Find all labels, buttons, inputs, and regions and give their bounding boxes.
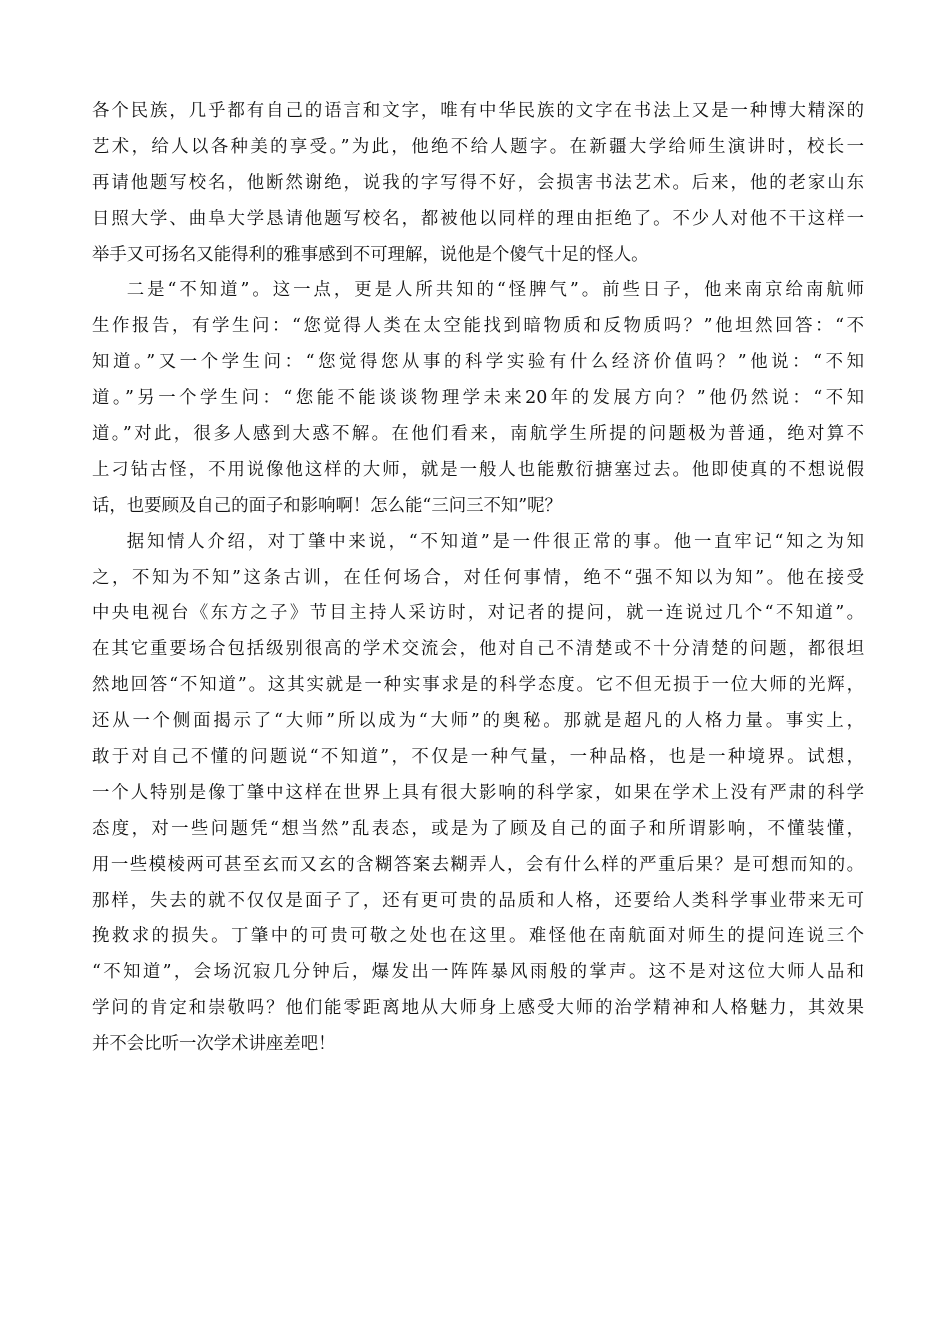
text-line: 那样，失去的就不仅仅是面子了，还有更可贵的品质和人格，还要给人类科学事业带来无可 bbox=[92, 890, 864, 911]
text-line: 生作报告，有学生问：“您觉得人类在太空能找到暗物质和反物质吗？”他坦然回答：“不 bbox=[92, 316, 864, 337]
text-line: “不知道”，会场沉寂几分钟后，爆发出一阵阵暴风雨般的掌声。这不是对这位大师人品和 bbox=[92, 962, 864, 983]
text-line: 敢于对自己不懂的问题说“不知道”，不仅是一种气量，一种品格，也是一种境界。试想， bbox=[92, 747, 864, 768]
text-line: 各个民族，几乎都有自己的语言和文字，唯有中华民族的文字在书法上又是一种博大精深的 bbox=[92, 101, 864, 121]
text-line: 再请他题写校名，他断然谢绝，说我的字写得不好，会损害书法艺术。后来，他的老家山东 bbox=[92, 172, 864, 193]
text-line: 艺术，给人以各种美的享受。”为此，他绝不给人题字。在新疆大学给师生演讲时，校长一 bbox=[92, 136, 864, 157]
text-line: 日照大学、曲阜大学恳请他题写校名，都被他以同样的理由拒绝了。不少人对他不干这样一 bbox=[92, 208, 864, 229]
text-line: 据知情人介绍，对丁肇中来说，“不知道”是一件很正常的事。他一直牢记“知之为知 bbox=[126, 531, 864, 552]
text-line: 一个人特别是像丁肇中这样在世界上具有很大影响的科学家，如果在学术上没有严肃的科学 bbox=[92, 782, 864, 803]
text-line: 挽救求的损失。丁肇中的可贵可敬之处也在这里。难怪他在南航面对师生的提问连说三个 bbox=[92, 926, 864, 947]
paragraph-1 bbox=[92, 94, 864, 273]
text-line: 并不会比听一次学术讲座差吧！ bbox=[92, 1034, 336, 1055]
text-line: 态度，对一些问题凭“想当然”乱表态，或是为了顾及自己的面子和所谓影响，不懂装懂， bbox=[92, 818, 864, 839]
text-line: 还从一个侧面揭示了“大师”所以成为“大师”的奥秘。那就是超凡的人格力量。事实上， bbox=[92, 711, 864, 732]
text-line: 话，也要顾及自己的面子和影响啊！怎么能“三问三不知”呢？ bbox=[92, 495, 562, 516]
paragraph-3 bbox=[92, 525, 864, 1063]
text-line: 中央电视台《东方之子》节目主持人采访时，对记者的提问，就一连说过几个“不知道”。 bbox=[92, 603, 864, 624]
text-line: 然地回答“不知道”。这其实就是一种实事求是的科学态度。它不但无损于一位大师的光辉， bbox=[92, 675, 864, 696]
text-line: 知道。”又一个学生问：“您觉得您从事的科学实验有什么经济价值吗？”他说：“不知 bbox=[92, 352, 864, 373]
text-line: 道。”对此，很多人感到大惑不解。在他们看来，南航学生所提的问题极为普通，绝对算不 bbox=[92, 424, 864, 445]
text-line: 用一些模棱两可甚至玄而又玄的含糊答案去糊弄人，会有什么样的严重后果？是可想而知的。 bbox=[92, 854, 864, 875]
text-line: 道。”另一个学生问：“您能不能谈谈物理学未来20年的发展方向？”他仍然说：“不知 bbox=[92, 388, 864, 409]
text-line: 学问的肯定和崇敬吗？他们能零距离地从大师身上感受大师的治学精神和人格魅力，其效果 bbox=[92, 998, 864, 1019]
text-line: 二是“不知道”。这一点，更是人所共知的“怪脾气”。前些日子，他来南京给南航师 bbox=[126, 280, 864, 301]
paragraph-2 bbox=[92, 273, 864, 524]
text-line: 在其它重要场合包括级别很高的学术交流会，他对自己不清楚或不十分清楚的问题，都很坦 bbox=[92, 639, 864, 660]
text-line: 之，不知为不知”这条古训，在任何场合，对任何事情，绝不“强不知以为知”。他在接受 bbox=[92, 567, 864, 588]
body-text bbox=[92, 94, 864, 1063]
text-line: 上刁钻古怪，不用说像他这样的大师，就是一般人也能敷衍搪塞过去。他即使真的不想说假 bbox=[92, 459, 864, 480]
text-line: 举手又可扬名又能得利的雅事感到不可理解，说他是个傻气十足的怪人。 bbox=[92, 244, 649, 265]
